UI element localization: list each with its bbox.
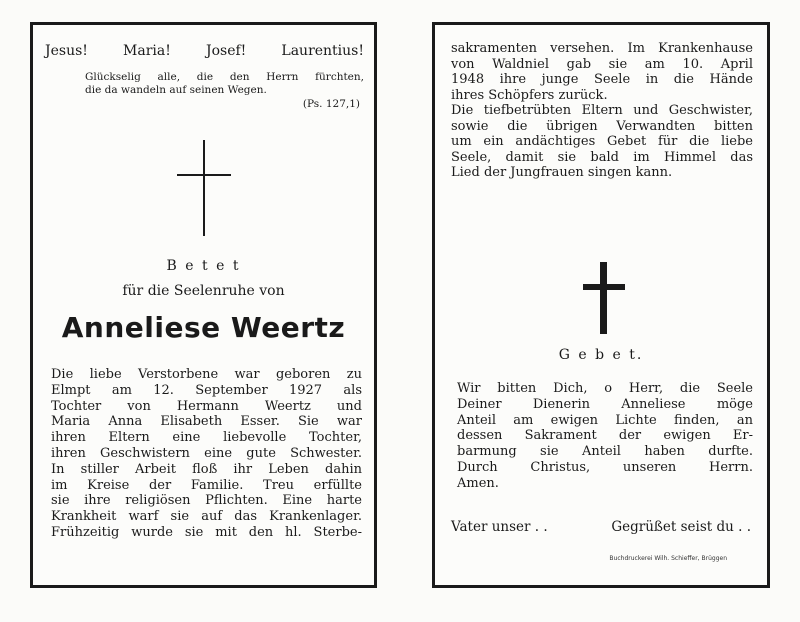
closing-hail-mary: Gegrüßet seist du . . — [611, 519, 751, 535]
continuation-line: 1948 ihre junge Seele in die Hände — [451, 72, 753, 87]
bio-line: ihren Geschwistern eine gute Schwester. — [51, 445, 362, 461]
prayer-line: Anteil am ewigen Lichte finden, an — [457, 412, 753, 428]
bio-line: Die liebe Verstorbene war geboren zu — [51, 367, 362, 382]
family-line: sowie die übrigen Verwandten bitten — [451, 118, 753, 134]
biography — [51, 367, 362, 541]
bio-line: ihren Eltern eine liebevolle Tochter, — [51, 430, 362, 446]
cross-icon — [583, 262, 625, 334]
prayer-line: dessen Sakrament der ewigen Er- — [457, 428, 753, 444]
bio-line: In stiller Arbeit floß ihr Leben dahin — [51, 461, 362, 477]
bible-verse — [85, 71, 364, 97]
pray-heading: B e t e t — [166, 258, 241, 274]
cross-icon — [177, 140, 231, 236]
bio-line: Frühzeitig wurde sie mit den hl. Sterbe- — [51, 524, 362, 540]
memorial-card-front — [30, 22, 377, 588]
prayer-line: barmung sie Anteil haben durfte. — [457, 444, 753, 460]
printer-imprint: Buchdruckerei Wilh. Schieffer, Brüggen — [609, 555, 727, 562]
memorial-card-back — [432, 22, 770, 588]
verse-line: die da wandeln auf seinen Wegen. — [85, 84, 267, 96]
deceased-name: Anneliese Weertz — [61, 311, 346, 344]
for-soul-line: für die Seelenruhe von — [122, 283, 285, 299]
prayer-line: Wir bitten Dich, o Herr, die Seele — [457, 381, 753, 396]
closing-our-father: Vater unser . . — [451, 519, 548, 535]
bio-line: Elmpt am 12. September 1927 als — [51, 382, 362, 398]
family-line: Lied der Jungfrauen singen kann. — [451, 165, 673, 180]
continuation-line: ihres Schöpfers zurück. — [451, 87, 608, 103]
biography-continuation — [451, 41, 753, 181]
family-line: Seele, damit sie bald im Himmel das — [451, 149, 753, 165]
continuation-line: von Waldniel gab sie am 10. April — [451, 56, 753, 72]
invocation: Jesus! Maria! Josef! Laurentius! — [45, 43, 364, 59]
bio-line: im Kreise der Familie. Treu erfüllte — [51, 477, 362, 493]
continuation-line: sakramenten versehen. Im Krankenhause — [451, 41, 753, 56]
prayer-line: Deiner Dienerin Anneliese möge — [457, 396, 753, 412]
prayer-line: Durch Christus, unseren Herrn. — [457, 459, 753, 475]
prayer-text — [457, 381, 753, 492]
verse-line: Glückselig alle, die den Herrn fürchten, — [85, 71, 364, 83]
bio-line: Krankheit warf sie auf das Krankenlager. — [51, 509, 362, 525]
family-line: Die tiefbetrübten Eltern und Geschwister, — [451, 103, 753, 118]
bio-line: Maria Anna Elisabeth Esser. Sie war — [51, 414, 362, 430]
prayer-heading: G e b e t. — [558, 347, 644, 363]
verse-reference: (Ps. 127,1) — [302, 98, 360, 110]
bio-line: sie ihre religiösen Pflichten. Eine harte — [51, 493, 362, 509]
prayer-line: Amen. — [457, 475, 499, 491]
bio-line: Tochter von Hermann Weertz und — [51, 398, 362, 414]
family-line: um ein andächtiges Gebet für die liebe — [451, 134, 753, 149]
